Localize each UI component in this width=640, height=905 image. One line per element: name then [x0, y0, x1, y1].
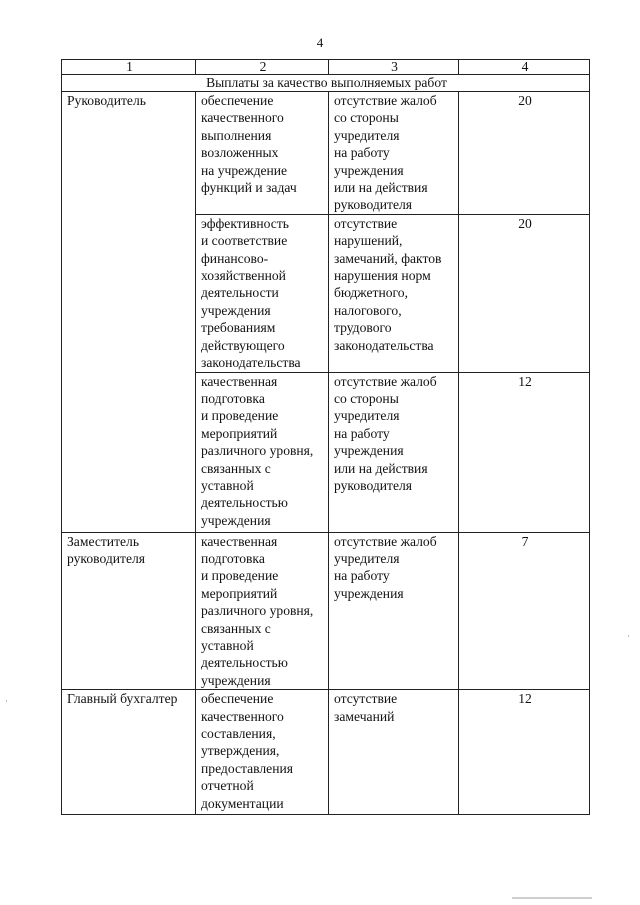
section-row [62, 75, 590, 92]
criterion-cell: эффективность и соответствие финансово- хозяйственной деятельности учреждения требованиям действующего законодательства [196, 214, 329, 372]
criterion-cell: качественная подготовка и проведение мероприятий различного уровня, связанных с уставной деятельностью учреждения [196, 532, 329, 690]
condition-cell: отсутствие жалоб со стороны учредителя на работу учреждения или на действия руководителя [329, 372, 459, 532]
condition-cell: отсутствие замечаний [329, 690, 459, 815]
scan-speck [628, 635, 629, 637]
position-cell: Главный бухгалтер [62, 690, 196, 815]
condition-cell: отсутствие нарушений, замечаний, фактов нарушения норм бюджетного, налогового, трудового законодательства [329, 214, 459, 372]
section-title: Выплаты за качество выполняемых работ [62, 75, 590, 92]
points-cell: 7 [459, 532, 590, 690]
column-number-3: 3 [329, 60, 459, 75]
points-cell: 12 [459, 372, 590, 532]
condition-cell: отсутствие жалоб учредителя на работу учреждения [329, 532, 459, 690]
points-cell: 12 [459, 690, 590, 815]
table-row [62, 532, 590, 690]
position-cell: Заместитель руководителя [62, 532, 196, 690]
position-cell: Руководитель [62, 92, 196, 533]
points-cell: 20 [459, 214, 590, 372]
scan-edge-line [512, 897, 592, 899]
column-number-row [62, 60, 590, 75]
table-row [62, 92, 590, 215]
scan-speck [6, 700, 7, 702]
criterion-cell: качественная подготовка и проведение мероприятий различного уровня, связанных с уставной деятельностью учреждения [196, 372, 329, 532]
column-number-2: 2 [196, 60, 329, 75]
criterion-cell: обеспечение качественного составления, утверждения, предоставления отчетной документации [196, 690, 329, 815]
criterion-cell: обеспечение качественного выполнения возложенных на учреждение функций и задач [196, 92, 329, 215]
payments-table [61, 59, 590, 815]
column-number-4: 4 [459, 60, 590, 75]
condition-cell: отсутствие жалоб со стороны учредителя на работу учреждения или на действия руководителя [329, 92, 459, 215]
column-number-1: 1 [62, 60, 196, 75]
table-row [62, 690, 590, 815]
page-number: 4 [316, 35, 324, 50]
points-cell: 20 [459, 92, 590, 215]
